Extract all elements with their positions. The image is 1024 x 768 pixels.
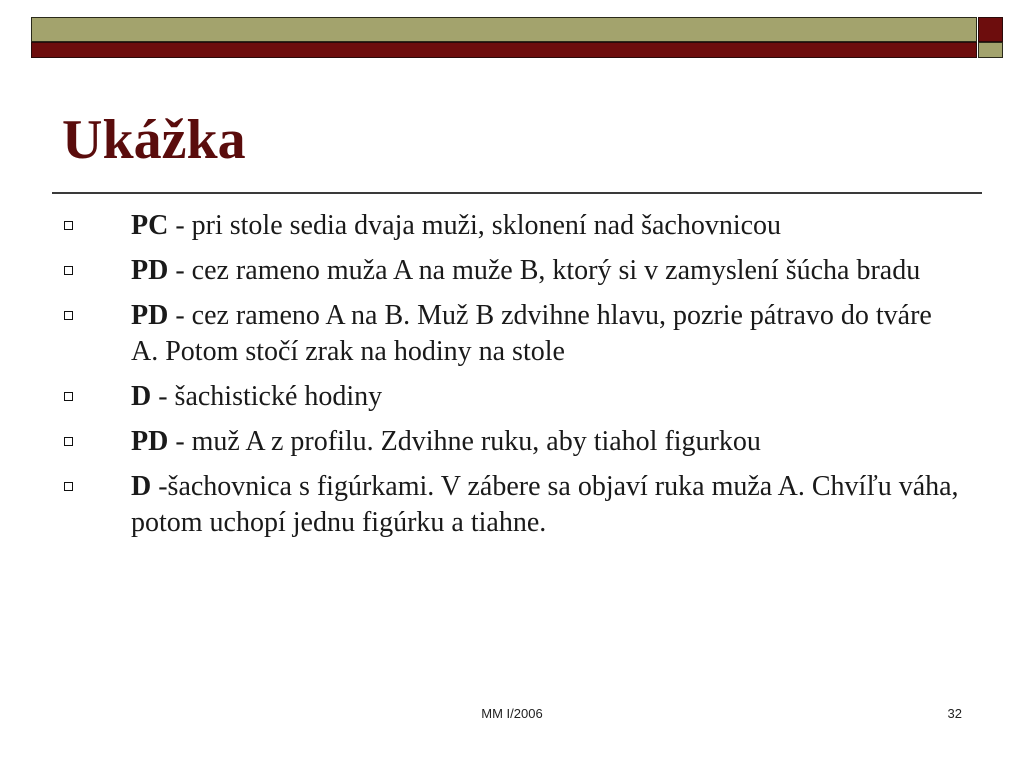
- slide-title: Ukážka: [62, 109, 246, 171]
- header-bar-olive: [31, 17, 977, 42]
- bullet-item: [64, 379, 964, 415]
- header-bar-maroon: [31, 42, 977, 58]
- bullet-text: - cez rameno muža A na muže B, ktorý si v zamyslení šúcha bradu: [168, 255, 921, 286]
- page-number: 32: [947, 706, 962, 721]
- shot-code: PD: [131, 300, 169, 331]
- bullet-text: -šachovnica s figúrkami. V zábere sa objaví ruka muža A. Chvíľu váha, potom uchopí jednu figúrku a tiahne.: [131, 471, 959, 538]
- square-bullet-icon: [64, 482, 73, 491]
- shot-code: D: [131, 381, 152, 412]
- square-bullet-icon: [64, 437, 73, 446]
- bullet-item: [64, 298, 964, 370]
- header-corner-maroon: [978, 17, 1003, 42]
- bullet-text: - šachistické hodiny: [151, 381, 383, 412]
- shot-code: PC: [131, 210, 169, 241]
- bullet-item: [64, 424, 964, 460]
- bullet-item: [64, 469, 964, 541]
- shot-code: D: [131, 471, 152, 502]
- footer-text: MM I/2006: [481, 706, 543, 721]
- square-bullet-icon: [64, 221, 73, 230]
- square-bullet-icon: [64, 311, 73, 320]
- square-bullet-icon: [64, 392, 73, 401]
- bullet-item: [64, 208, 964, 244]
- shot-code: PD: [131, 426, 169, 457]
- bullet-list: [64, 208, 964, 550]
- bullet-text: - pri stole sedia dvaja muži, sklonení nad šachovnicou: [168, 210, 782, 241]
- square-bullet-icon: [64, 266, 73, 275]
- bullet-text: - cez rameno A na B. Muž B zdvihne hlavu, pozrie pátravo do tváre A. Potom stočí zrak na hodiny na stole: [131, 300, 932, 367]
- shot-code: PD: [131, 255, 169, 286]
- bullet-text: - muž A z profilu. Zdvihne ruku, aby tiahol figurkou: [168, 426, 761, 457]
- header-corner-olive: [978, 42, 1003, 58]
- bullet-item: [64, 253, 964, 289]
- title-divider: [52, 192, 982, 194]
